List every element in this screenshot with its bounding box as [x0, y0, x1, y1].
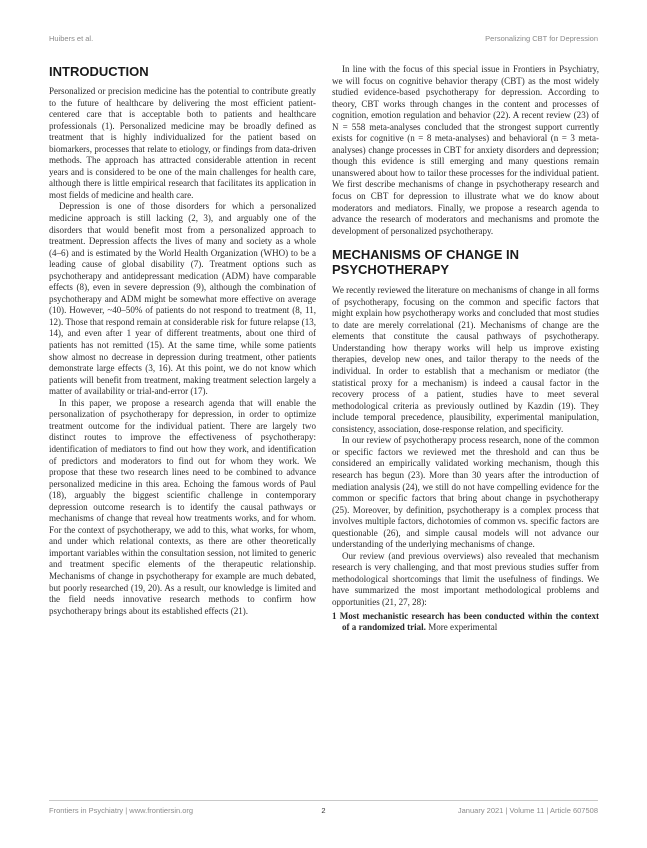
page-footer [49, 800, 598, 819]
paragraph: Personalized or precision medicine has the potential to contribute greatly to the future of healthcare by delivering the most efficient patient-centered care that is acceptable both to patients and healthcare professionals (1). Personalized medicine may be broadly defined as treatment that is highly individualized for the patient based on biomarkers, processes that relate to etiology, or findings from data-driven methods. The approach has attracted considerable attention in recent years and is considered to be one of the main challenges for health care, although there is little empirical research that facilitates its application in most fields of medicine and health care. [49, 86, 316, 200]
section-title-mechanisms: MECHANISMS OF CHANGE IN PSYCHOTHERAPY [332, 247, 520, 278]
paragraph: Depression is one of those disorders for which a personalized medicine approach is still lacking (2, 3), and arguably one of the disorders that would benefit most from a personalized approach to treatment. Depression affects the lives of many and society as a whole (4–6) and is estimated by the World Health Organization (WHO) to be a leading cause of global disability (7). Treatment options such as psychotherapy and antidepressant medication (ADM) have comparable effects (8), even in severe depression (9), although the combination of psychotherapy and ADM might be somewhat more effective on average (10). However, ~40–50% of patients do not respond to treatment (8, 11, 12). Those that respond remain at considerable risk for future relapse (13, 14), and even after 1 year of different treatments, about one third of patients has not remitted (15). At the same time, while some patients show almost no decrease in depression during treatment, other patients demonstrate large effects (3, 16). At this point, we do not know which patients will benefit from treatment, making treatment selection largely a matter of availability or trial-and-error (17). [49, 201, 316, 397]
section-title-introduction: INTRODUCTION [49, 64, 149, 79]
paragraph: In this paper, we propose a research agenda that will enable the personalization of psychotherapy for depression, in order to optimize treatment outcome for the individual patient. There are largely two distinct routes to improve the effectiveness of psychotherapy: identification of mediators to find out how they work, and identification of predictors and moderators to find out for whom they work. We propose that these two research lines need to be combined to advance personalized medicine in this area. Echoing the famous words of Paul (18), arguably the biggest scientific challenge in contemporary depression outcome research is to identify the causal pathways or mechanisms of change that reveal how treatments works, and for whom. For the context of psychotherapy, we add to this, what works, for whom, and under which relational contexts, as there are other theoretically important variables within the consultation session, not limited to generic and treatment specific elements of the therapeutic relationship. Mechanisms of change in psychotherapy for example are much debated, but poorly researched (19, 20). As a result, our knowledge is limited and the field needs innovative research methods to confirm how psychotherapy brings about its established effects (21). [49, 397, 316, 616]
right-column [332, 64, 599, 634]
list-item-number: 1 [332, 610, 337, 621]
paragraph: We recently reviewed the literature on mechanisms of change in all forms of psychotherapy, focusing on the common and specific factors that might explain how psychotherapy works and concluded that most studies to date are merely correlational (21). Mechanisms of change are the elements that constitute the causal pathways of psychotherapy. Understanding how therapy works will help us improve existing therapies, develop new ones, and tailor therapy to the needs of the individual. In order to establish that a mechanism or mediator (the statistical proxy for a mechanism) is indeed a causal factor in the recovery process of a patient, studies have to meet several methodological criteria as previously outlined by Kazdin (19). They include temporal precedence, plausibility, experimental manipulation, consistency, association, dose-response relation, and specificity. [332, 285, 599, 434]
paragraph: In our review of psychotherapy process research, none of the common or specific factors we reviewed met the threshold and can thus be considered an empirically validated working mechanism, though this research has begun (23). More than 30 years after the introduction of mediation analysis (24), we still do not have compelling evidence for the common or specific factors that bring about change in psychotherapy (25). Moreover, by definition, psychotherapy is a complex process that involves multiple factors, dichotomies of common vs. specific factors are questionable (26), and simple causal models will not advance our understanding of the underlying mechanisms of change. [332, 435, 599, 550]
list-item-heading: Most mechanistic research has been conducted within the context of a randomized trial. [339, 610, 600, 633]
list-item-text: More experimental [428, 622, 498, 633]
paragraph: In line with the focus of this special issue in Frontiers in Psychiatry, we will focus on cognitive behavior therapy (CBT) as the most widely studied evidence-based psychotherapy for depression. According to theory, CBT works through changes in the content and processes of cognition, emotion regulation and behavior (22). A recent review (23) of N = 558 meta-analyses concluded that the strongest support currently exists for cognitive (n = 8 meta-analyses) and behavioral (n = 3 meta-analyses) change processes in CBT for anxiety disorders and depression; though this evidence is still emerging and many questions remain unanswered about how to tailor these processes for the individual patient. We first describe mechanisms of change in psychotherapy research and focus on CBT for depression to illustrate what we do know about moderators and mediators. Finally, we propose a research agenda to advance the research of moderators and mechanisms and promote the development of personalized psychotherapy. [332, 64, 599, 236]
list-item [332, 611, 599, 634]
paragraph: Our review (and previous overviews) also revealed that mechanism research is very challenging, and that most previous studies suffer from methodological shortcomings that limit the usefulness of findings. We have summarized the most important methodological problems and opportunities (21, 27, 28): [332, 550, 599, 607]
header-title: Personalizing CBT for Depression [485, 34, 598, 43]
left-column [49, 64, 316, 617]
page-number: 2 [321, 806, 326, 815]
footer-issue: January 2021 | Volume 11 | Article 607508 [457, 806, 598, 815]
running-header [49, 34, 598, 46]
footer-journal: Frontiers in Psychiatry | www.frontiersin.org [49, 806, 194, 815]
header-authors: Huibers et al. [49, 34, 94, 43]
